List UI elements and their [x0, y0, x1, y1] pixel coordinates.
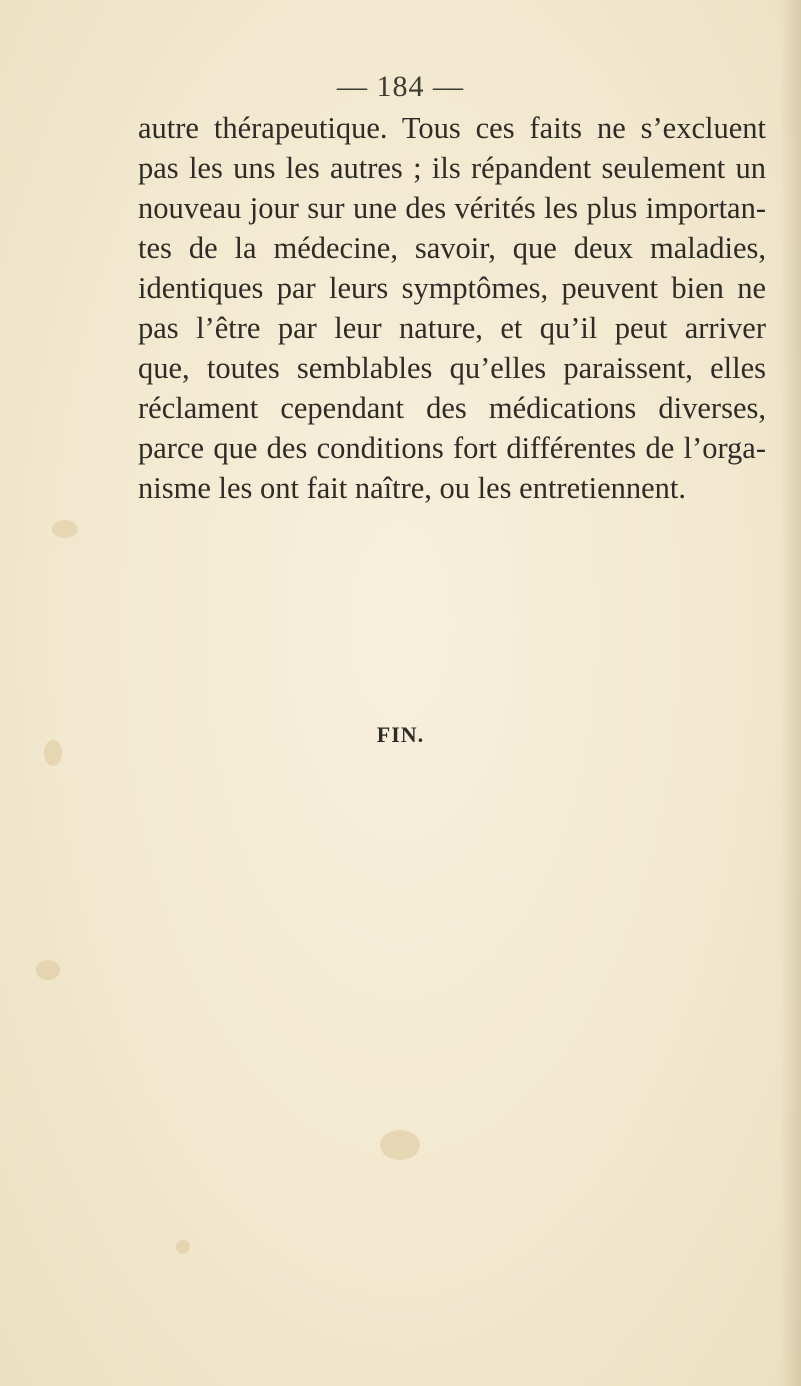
- page-edge-shadow: [779, 0, 801, 1386]
- foxing-spot: [36, 960, 60, 980]
- text-line: identiques par leurs symptômes, peuvent bien ne: [138, 271, 766, 305]
- text-line: pas les uns les autres ; ils répandent seulement un: [138, 151, 766, 185]
- end-mark: FIN.: [376, 722, 425, 747]
- text-line: nisme les ont fait naître, ou les entretiennent.: [138, 471, 686, 505]
- text-line: que, toutes semblables qu’elles paraissent, elles: [138, 351, 766, 385]
- page-number: — 184 —: [337, 70, 464, 103]
- text-line: réclament cependant des médications diverses,: [138, 391, 766, 425]
- foxing-spot: [380, 1130, 420, 1160]
- text-line: autre thérapeutique. Tous ces faits ne s’excluent: [138, 111, 766, 145]
- text-line: pas l’être par leur nature, et qu’il peut arriver: [138, 311, 766, 345]
- text-line: tes de la médecine, savoir, que deux maladies,: [138, 231, 766, 265]
- body-paragraph: [138, 108, 766, 508]
- text-line: parce que des conditions fort différentes de l’orga-: [138, 431, 766, 465]
- foxing-spot: [176, 1240, 190, 1254]
- foxing-spot: [52, 520, 78, 538]
- text-line: nouveau jour sur une des vérités les plus importan-: [138, 191, 766, 225]
